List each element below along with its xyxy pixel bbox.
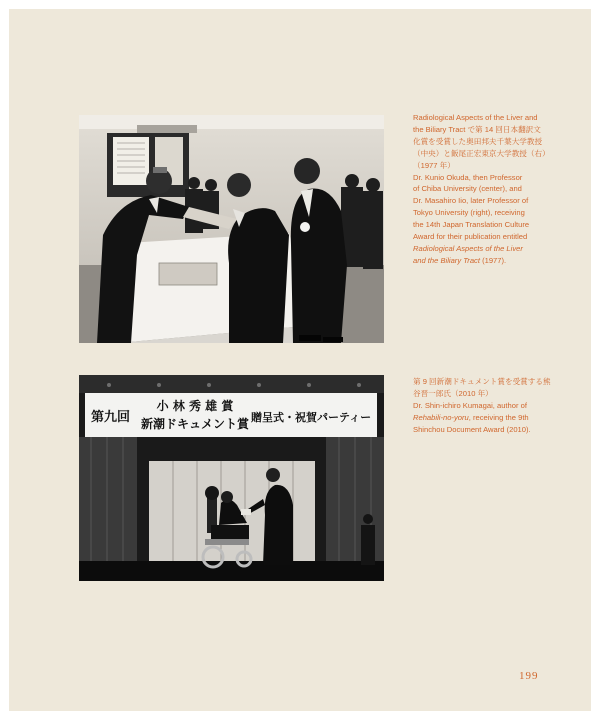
caption-line: （1977 年） xyxy=(413,160,455,170)
banner-right: 贈呈式・祝賀パーティー xyxy=(251,411,372,424)
page-number: 199 xyxy=(519,670,539,682)
caption-line: Rehabili-no-yoru, receiving the 9th xyxy=(413,412,529,422)
caption-line: 化賞を受賞した奥田邦夫千葉大学教授 xyxy=(413,136,543,146)
caption-line: Shinchou Document Award (2010). xyxy=(413,424,531,434)
banner-left: 第九回 xyxy=(91,410,131,425)
award-ceremony-photo-1977 xyxy=(79,115,384,343)
caption-line: Tokyo University (right), receiving xyxy=(413,208,525,218)
book-title-fragment: Rehabili-no-yoru xyxy=(413,412,469,422)
photo-caption-2010 xyxy=(413,376,553,436)
caption-line: the 14th Japan Translation Culture xyxy=(413,220,530,230)
banner-center-top: 小 林 秀 雄 賞 xyxy=(156,399,234,413)
caption-line: of Chiba University (center), and xyxy=(413,184,522,194)
caption-line: Radiological Aspects of the Liver and xyxy=(413,113,538,122)
caption-line-title: Radiological Aspects of the Liver xyxy=(413,243,523,253)
caption-line: the Biliary Tract で第 14 回日本翻訳文 xyxy=(413,124,541,134)
book-page xyxy=(9,9,591,711)
caption-line: （中央）と飯尾正宏東京大学教授（右） xyxy=(413,148,550,158)
photo-caption-1977 xyxy=(413,112,553,267)
caption-line: 第 9 回新潮ドキュメント賞を受賞する熊 xyxy=(413,377,551,386)
caption-line: Dr. Masahiro Iio, later Professor of xyxy=(413,196,529,206)
caption-line-title: and the Biliary Tract (1977). xyxy=(413,255,507,265)
caption-line: Dr. Shin-ichiro Kumagai, author of xyxy=(413,400,527,410)
award-ceremony-photo-1977-image xyxy=(79,115,384,343)
caption-title-fragment: and the Biliary Tract xyxy=(413,255,480,265)
award-party-photo-2010-image xyxy=(79,375,384,581)
caption-line: Award for their publication entitled xyxy=(413,232,528,242)
award-party-photo-2010 xyxy=(79,375,384,581)
banner-center-bottom: 新潮ドキュメント賞 xyxy=(140,417,250,431)
caption-line: Dr. Kunio Okuda, then Professor xyxy=(413,172,523,182)
caption-line: 谷晋一郎氏（2010 年） xyxy=(413,388,493,398)
